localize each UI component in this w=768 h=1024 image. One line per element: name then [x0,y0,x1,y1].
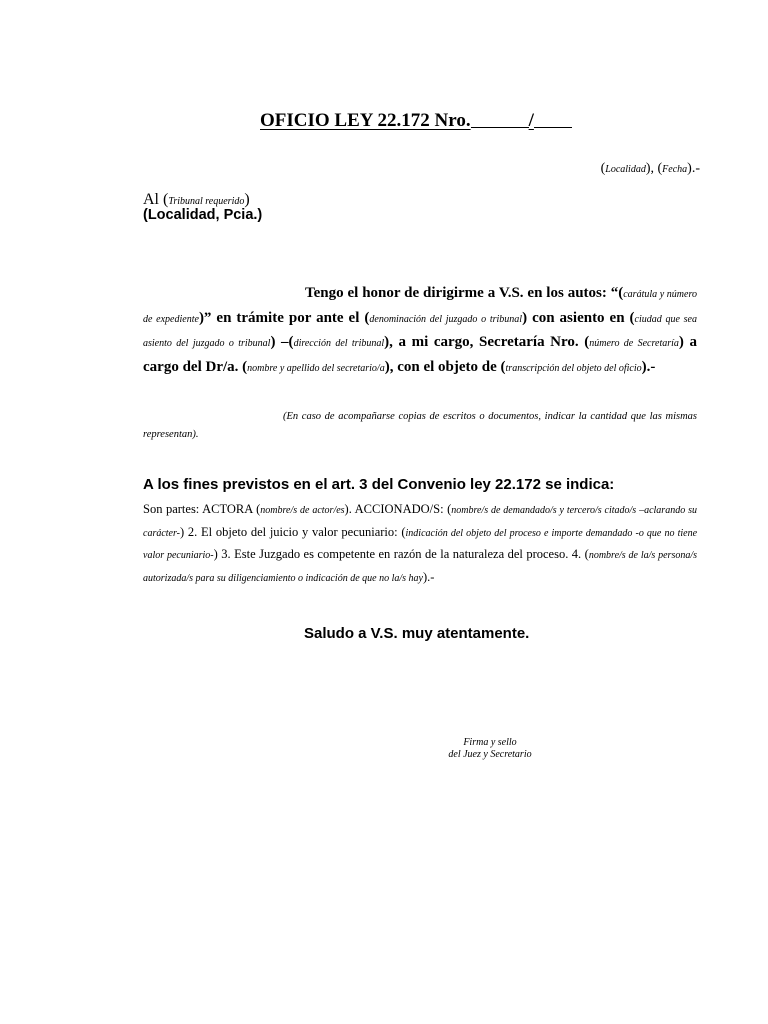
addressee-location: (Localidad, Pcia.) [143,207,263,223]
body-text-7: ), con el objeto de ( [384,358,506,375]
title-slash: / [528,110,534,131]
addressee-prefix: Al ( [143,191,169,208]
localidad-placeholder: Localidad [605,164,646,175]
closing-salutation: Saludo a V.S. muy atentamente. [304,625,530,642]
body-text-2: )” en trámite por ante el ( [198,309,370,326]
secretario-placeholder: nombre y apellido del secretario/a [247,362,385,374]
place-date-open: ( [600,161,606,176]
fecha-placeholder: Fecha [662,164,688,175]
place-date-close: ).- [687,161,700,176]
place-date-line [601,161,700,177]
juzgado-placeholder: denominación del juzgado o tribunal [369,313,523,325]
convenio-text-3: ) 2. El objeto del juicio y valor pecuniario: ( [180,524,406,539]
body-text-1: Tengo el honor de dirigirme a V.S. en los autos: “( [305,285,624,301]
body-text-5: ), a mi cargo, Secretaría Nro. ( [384,334,590,350]
copies-note [143,408,697,444]
title-text: OFICIO LEY 22.172 Nro. [260,110,471,131]
signature-line-1: Firma y sello [463,737,517,748]
objeto-placeholder: transcripción del objeto del oficio [505,362,642,374]
caratula-placeholder: carátula y número de expediente [143,289,697,325]
title-year-blank [534,113,572,128]
autorizados-placeholder: nombre/s de la/s persona/s autorizada/s para su diligenciamiento o indicación de que no la/s hay [143,550,698,584]
convenio-text-4: ) 3. Este Juzgado es competente en razón de la naturaleza del proceso. 4. ( [213,547,589,561]
body-text-8: ).- [641,358,656,375]
actor-placeholder: nombre/s de actor/es [260,505,345,516]
title-number-blank [471,113,529,128]
body-paragraph [143,282,697,380]
signature-block [420,737,560,761]
body-text-4: ) –( [270,334,294,350]
tribunal-placeholder: Tribunal requerido [168,196,245,207]
signature-line-2: del Juez y Secretario [448,749,532,760]
direccion-placeholder: dirección del tribunal [293,338,385,349]
addressee-close: ) [244,191,250,208]
demandado-placeholder: nombre/s de demandado/s y tercero/s citado/s –aclarando su carácter- [143,505,697,539]
convenio-text-2: ). ACCIONADO/S: ( [344,502,452,516]
document-title [260,110,572,132]
place-date-separator: ), ( [645,161,663,176]
objeto-proceso-placeholder: indicación del objeto del proceso e importe demandado -o que no tiene valor pecuniario- [143,527,698,561]
secretaria-placeholder: número de Secretaría [589,338,679,349]
convenio-paragraph [143,499,697,589]
body-text-3: ) con asiento en ( [522,309,635,326]
ciudad-placeholder: ciudad que sea asiento del juzgado o tribunal [143,313,697,349]
convenio-heading: A los fines previstos en el art. 3 del Convenio ley 22.172 se indica: [143,476,615,493]
note-text: (En caso de acompañarse copias de escritos o documentos, indicar la cantidad que las mismas representan). [143,411,697,440]
body-text-6: ) a cargo del Dr/a. ( [143,334,698,375]
convenio-text-1: Son partes: ACTORA ( [143,502,261,516]
convenio-text-5: ).- [422,569,435,584]
